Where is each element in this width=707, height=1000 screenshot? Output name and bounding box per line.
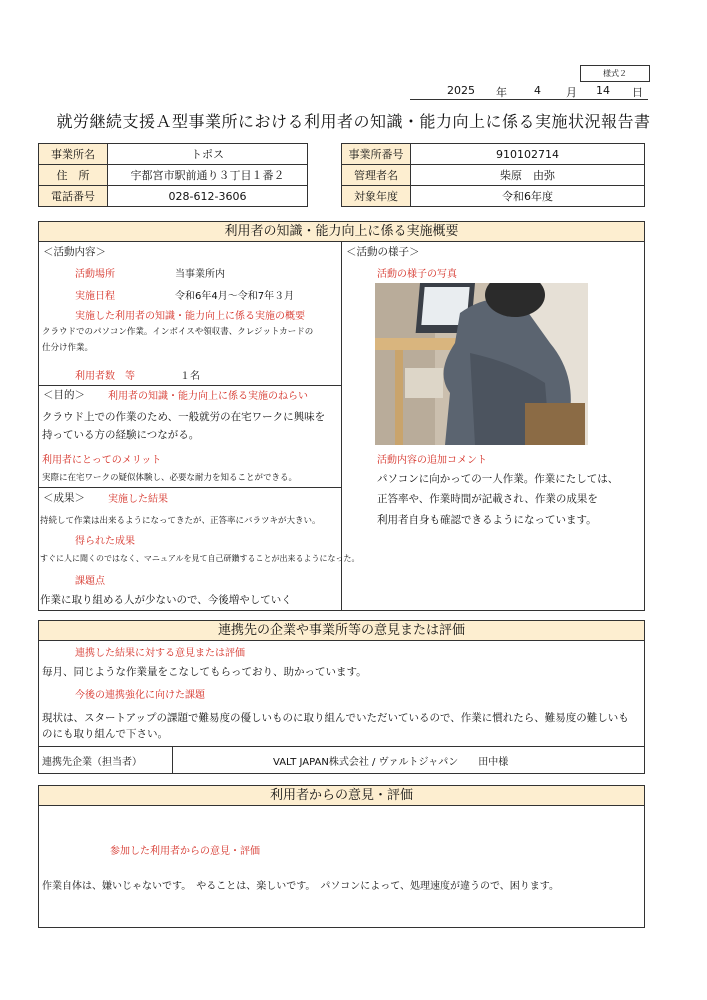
partner-future-text: 現状は、スタートアップの課題で難易度の優しいものに取り組んでいただいているので、作業に慣れたら、難易度の難しいも [42,712,629,724]
divider [38,385,341,386]
partner-header: 連携先の企業や事業所等の意見または評価 [39,621,644,641]
address-label: 住 所 [39,165,108,186]
date-year-unit: 年 [496,86,507,99]
photo-label: 活動の様子の写真 [377,269,457,280]
divider [38,487,341,488]
comment-label: 活動内容の追加コメント [377,455,487,466]
period-label: 実施日程 [75,291,115,302]
gained-text: すぐに人に聞くのではなく、マニュアルを見て自己研鑽することが出来るようになった。 [40,554,360,563]
user-opinion-label: 参加した利用者からの意見・評価 [110,846,260,857]
date-month-unit: 月 [566,86,577,99]
office-name-value: トポス [108,144,308,165]
office-name-label: 事業所名 [39,144,108,165]
office-info-row [342,186,645,207]
partner-opinion-text: 毎月、同じような作業量をこなしてもらっており、助かっています。 [42,666,367,678]
user-opinion-header: 利用者からの意見・評価 [39,786,644,806]
phone-value: 028-612-3606 [108,186,308,207]
place-value: 当事業所内 [175,269,225,280]
date-year: 2025 [447,84,475,97]
divider [172,746,173,774]
date-day-unit: 日 [632,86,643,99]
summary-text: 仕分け作業。 [42,343,94,353]
users-label: 利用者数 等 [75,371,135,382]
address-value: 宇都宮市駅前通り３丁目１番２ [108,165,308,186]
issue-text: 作業に取り組める人が少ないので、今後増やしていく [40,594,292,606]
office-info-row [39,165,308,186]
partner-company-value: VALT JAPAN株式会社 / ヴァルトジャパン 田中様 [273,757,509,768]
merit-label: 利用者にとってのメリット [42,455,162,466]
phone-label: 電話番号 [39,186,108,207]
purpose-text: クラウド上での作業のため、一般就労の在宅ワークに興味を [42,411,326,423]
summary-text: クラウドでのパソコン作業。インボイスや領収書、クレジットカードの [42,327,314,337]
activity-photo [375,283,588,445]
issue-label: 課題点 [75,576,105,587]
comment-text: パソコンに向かっての一人作業。作業にたしては、 [377,473,619,485]
comment-text: 利用者自身も確認できるようになっています。 [377,514,597,526]
fiscal-year-value: 令和6年度 [411,186,645,207]
partner-opinion-label: 連携した結果に対する意見または評価 [75,648,245,659]
office-info-table [38,143,308,207]
result-text: 持続して作業は出来るようになってきたが、正答率にバラツキが大きい。 [40,516,321,526]
partner-company-label: 連携先企業（担当者） [42,757,142,768]
result-heading: ＜成果＞ [43,492,85,504]
activity-heading: ＜活動内容＞ [43,246,106,258]
office-info-row [39,186,308,207]
summary-label: 実施した利用者の知識・能力向上に係る実施の概要 [75,311,305,322]
date-month: 4 [534,84,541,97]
place-label: 活動場所 [75,269,115,280]
date-day: 14 [596,84,610,97]
comment-text: 正答率や、作業時間が記載され、作業の成果を [377,493,598,505]
purpose-heading: ＜目的＞ [43,389,85,401]
fiscal-year-label: 対象年度 [342,186,411,207]
office-info-row [39,144,308,165]
partner-future-text: のにも取り組んで下さい。 [42,728,168,740]
activity-photo-image [375,283,588,445]
merit-text: 実際に在宅ワークの疑似体験し、必要な耐力を知ることができる。 [42,473,298,483]
purpose-text: 持っている方の経験につながる。 [42,429,200,441]
divider [38,746,645,747]
result-label: 実施した結果 [108,494,168,505]
page-title: 就労継続支援Ａ型事業所における利用者の知識・能力向上に係る実施状況報告書 [56,112,651,131]
purpose-label: 利用者の知識・能力向上に係る実施のねらい [108,391,308,402]
user-opinion-text: 作業自体は、嫌いじゃないです。 やることは、楽しいです。 パソコンによって、処理速度が違うので、困ります。 [42,881,559,892]
manager-label: 管理者名 [342,165,411,186]
partner-future-label: 今後の連携強化に向けた課題 [75,690,205,701]
report-date [410,81,648,100]
form-number: 様式２ [580,65,650,82]
gained-label: 得られた成果 [75,536,135,547]
overview-header: 利用者の知識・能力向上に係る実施概要 [39,222,644,242]
users-value: １名 [180,371,200,382]
office-number-value: 910102714 [411,144,645,165]
office-info-row [342,144,645,165]
scene-heading: ＜活動の様子＞ [346,246,420,258]
period-value: 令和6年4月～令和7年３月 [175,291,295,302]
office-number-label: 事業所番号 [342,144,411,165]
office-info-table-right [341,143,645,207]
office-info-row [342,165,645,186]
manager-value: 柴原 由弥 [411,165,645,186]
